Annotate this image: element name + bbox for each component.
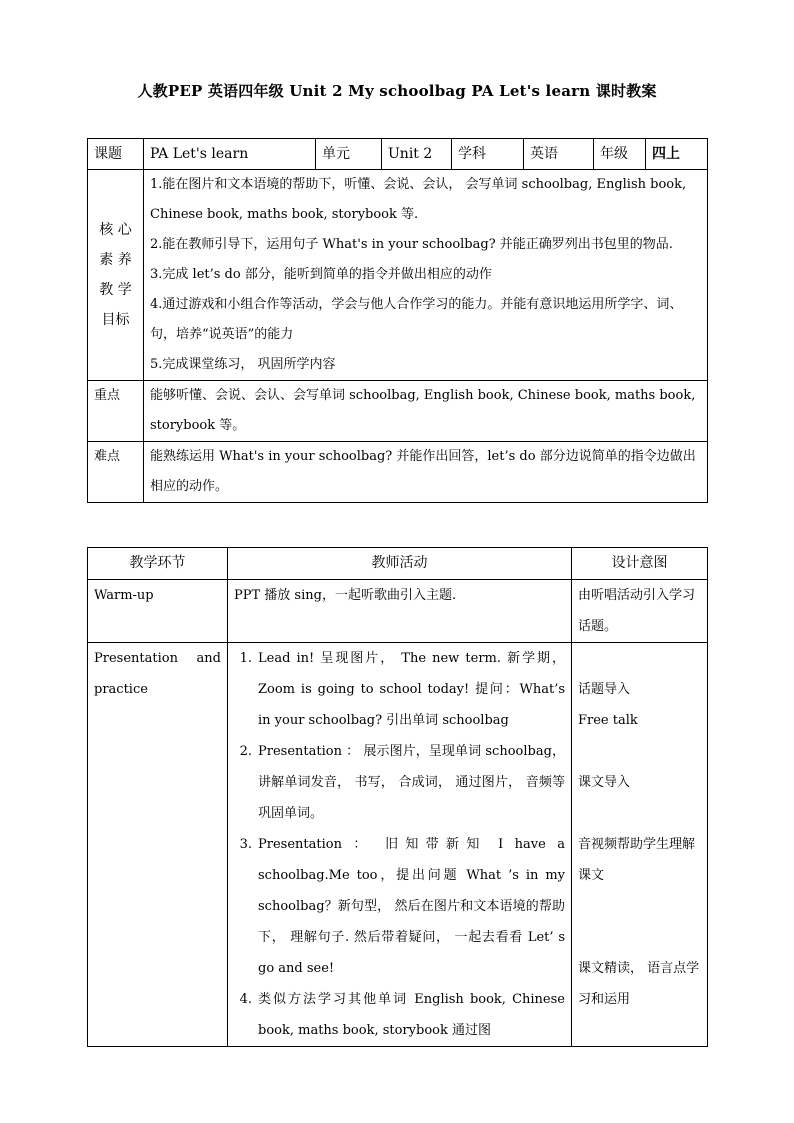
spacer [578, 736, 701, 767]
goal-item: 2.能在教师引导下，运用句子 What's in your schoolbag? 并能正确罗列出书包里的物品. [150, 237, 673, 252]
page-title: 人教PEP 英语四年级 Unit 2 My schoolbag PA Let's learn 课时教案 [137, 82, 657, 100]
intent-item: 音视频帮助学生理解课文 [578, 837, 696, 883]
goals-label-line: 教 学 [99, 282, 132, 298]
subject-label: 学科 [452, 139, 524, 170]
warmup-stage: Warm-up [88, 580, 228, 643]
goal-item: 4.通过游戏和小组合作等活动，学会与他人合作学习的能力。并能有意识地运用所学字、词、句，培养“说英语”的能力 [150, 297, 683, 342]
step-item [228, 829, 571, 984]
step-text: Lead in! 呈现图片， The new term. 新学期，Zoom is going to school today! 提问：What’s in your schoolbag? 引出单词 schoolbag [258, 651, 565, 728]
process-header-row [88, 548, 708, 580]
intent-item: 话题导入 [578, 682, 631, 697]
header-activity: 教师活动 [228, 548, 572, 580]
goals-row [88, 170, 708, 381]
presentation-row [88, 643, 708, 1047]
difficulty-row [88, 442, 708, 503]
goals-label-line: 目标 [101, 312, 130, 328]
unit-label: 单元 [316, 139, 382, 170]
intent-item: 课文精读， 语言点学习和运用 [578, 961, 700, 1007]
subject-value: 英语 [524, 139, 594, 170]
goal-item: 3.完成 let’s do 部分，能听到简单的指令并做出相应的动作 [150, 267, 492, 282]
presentation-activity [228, 643, 572, 1047]
step-text: Presentation ： 旧知带新知 I have a schoolbag.Me too，提出问题 What ’s in my schoolbag？新句型， 然后在图片和文本语境的帮助下， 理解句子. 然后带着疑问， 一起去看看 Let’ s go and see! [258, 837, 565, 976]
intent-item: Free talk [578, 713, 638, 728]
grade-label: 年级 [594, 139, 646, 170]
header-intent: 设计意图 [572, 548, 708, 580]
intent-item: 课文导入 [578, 775, 631, 790]
step-item [228, 643, 571, 736]
step-number: 4. [239, 992, 252, 1007]
warmup-row [88, 580, 708, 643]
spacer [578, 891, 701, 922]
focus-label: 重点 [88, 381, 144, 442]
step-number: 2. [239, 744, 252, 759]
goal-item: 1.能在图片和文本语境的帮助下，听懂、会说、会认， 会写单词 schoolbag, English book, Chinese book, maths book, storybook 等. [150, 177, 687, 222]
spacer [578, 922, 701, 953]
goals-label [88, 170, 144, 381]
lesson-info-row [88, 139, 708, 170]
unit-value: Unit 2 [382, 139, 452, 170]
header-stage: 教学环节 [88, 548, 228, 580]
difficulty-content: 能熟练运用 What's in your schoolbag? 并能作出回答，let’s do 部分边说简单的指令边做出相应的动作。 [144, 442, 708, 503]
grade-value: 四上 [646, 139, 708, 170]
spacer [578, 643, 701, 674]
step-number: 3. [239, 837, 252, 852]
goals-label-line: 素 养 [99, 252, 132, 268]
presentation-stage: Presentation and practice [88, 643, 228, 1047]
goals-label-line: 核 心 [99, 222, 132, 238]
lesson-value: PA Let's learn [144, 139, 316, 170]
difficulty-label: 难点 [88, 442, 144, 503]
spacer [578, 798, 701, 829]
step-item [228, 736, 571, 829]
step-text: 类似方法学习其他单词 English book, Chinese book, maths book, storybook 通过图 [258, 992, 565, 1038]
step-item [228, 984, 571, 1046]
focus-row [88, 381, 708, 442]
goal-item: 5.完成课堂练习， 巩固所学内容 [150, 357, 336, 372]
lesson-info-table [87, 138, 708, 503]
lesson-label: 课题 [88, 139, 144, 170]
step-text: Presentation ： 展示图片，呈现单词 schoolbag，讲解单词发音， 书写， 合成词， 通过图片， 音频等巩固单词。 [258, 744, 565, 821]
teaching-process-table [87, 547, 708, 1047]
presentation-intent [572, 643, 708, 1047]
warmup-activity: PPT 播放 sing，一起听歌曲引入主题. [228, 580, 572, 643]
goals-content [144, 170, 708, 381]
step-number: 1. [239, 651, 252, 666]
warmup-intent: 由听唱活动引入学习话题。 [572, 580, 708, 643]
focus-content: 能够听懂、会说、会认、会写单词 schoolbag, English book, Chinese book, maths book, storybook 等。 [144, 381, 708, 442]
